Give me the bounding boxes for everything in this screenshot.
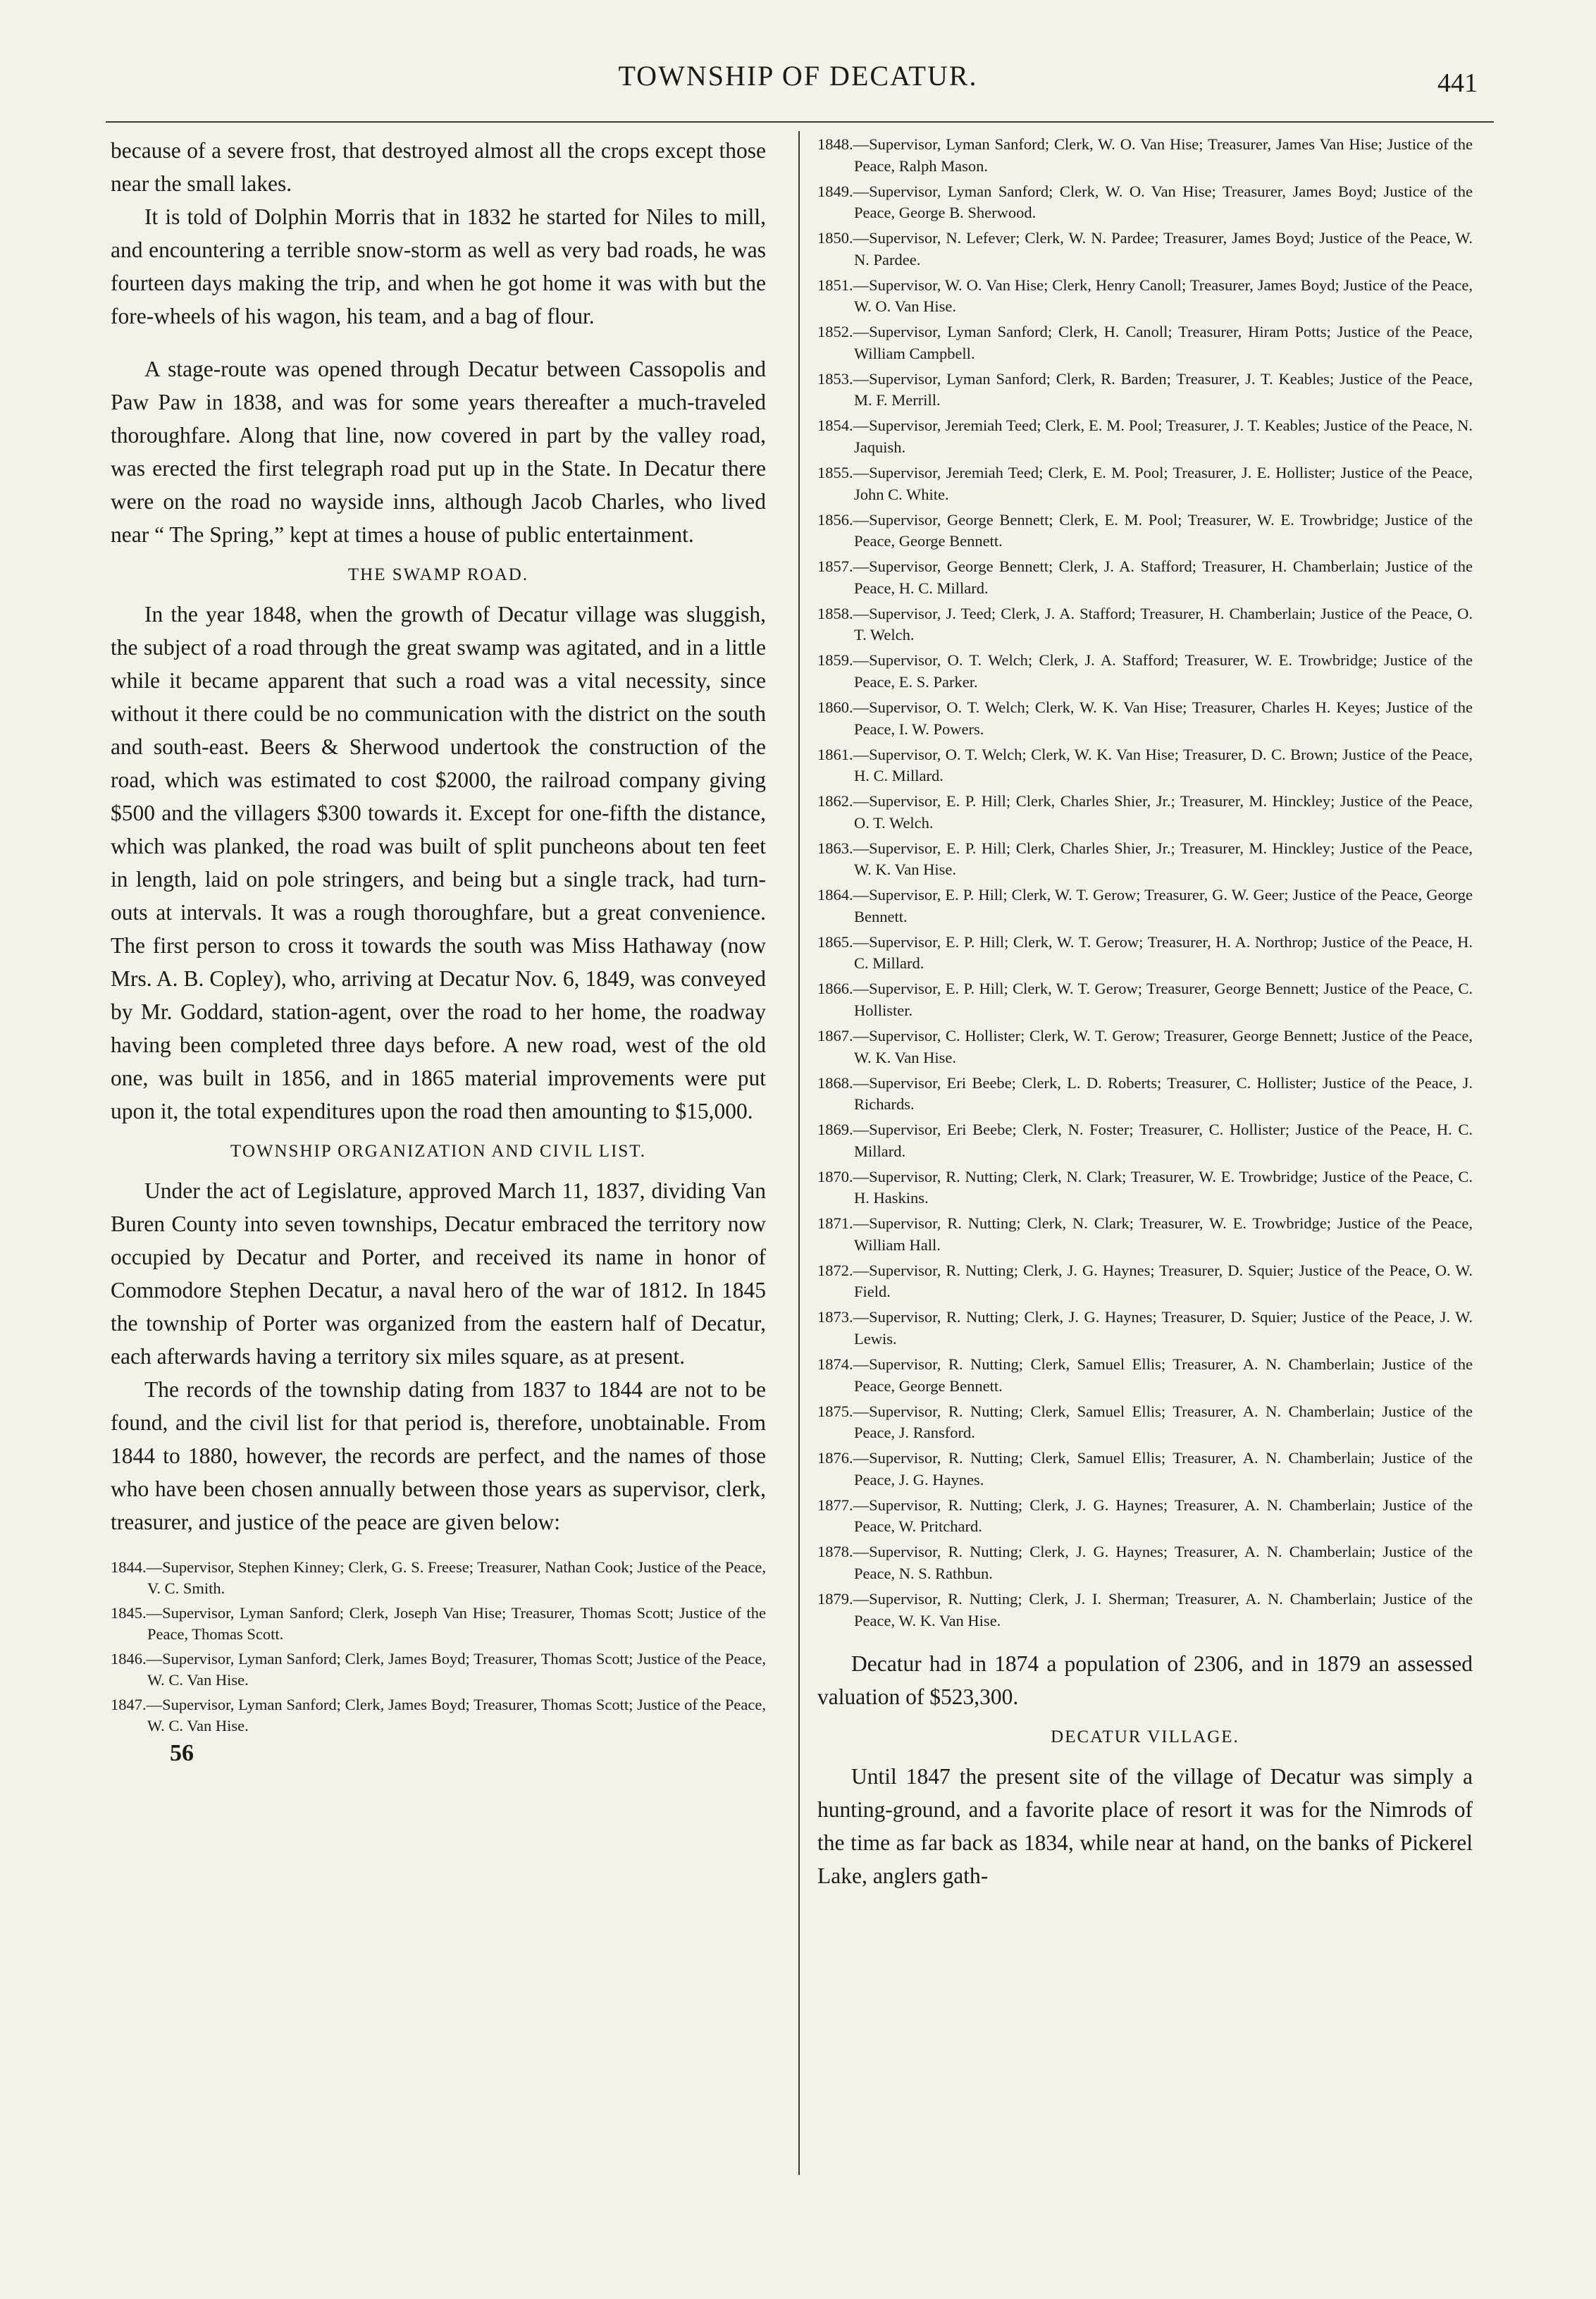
list-item: 1879.—Supervisor, R. Nutting; Clerk, J. I. Sherman; Treasurer, A. N. Chamberlain; Justice of the Peace, W. K. Van Hise. bbox=[817, 1589, 1473, 1629]
page-number: 441 bbox=[1437, 68, 1478, 98]
list-item: 1868.—Supervisor, Eri Beebe; Clerk, L. D. Roberts; Treasurer, C. Hollister; Justice of the Peace, J. Richards. bbox=[817, 1073, 1473, 1114]
paragraph-stage-route: A stage-route was opened through Decatur between Cassopolis and Paw Paw in 1838, and was for some years thereafter a much-traveled thoroughfare. Along that line, now covered in part by the valley road, was erected the first telegraph road put up in the State. In Decatur there were on the road no wayside inns, although Jacob Charles, who lived near “ The Spring,” kept at times a house of public entertainment. bbox=[111, 357, 766, 547]
heading-swamp-road: THE SWAMP ROAD. bbox=[347, 565, 529, 584]
list-item: 1857.—Supervisor, George Bennett; Clerk, J. A. Stafford; Treasurer, H. Chamberlain; Justice of the Peace, H. C. Millard. bbox=[817, 557, 1473, 597]
list-item: 1876.—Supervisor, R. Nutting; Clerk, Samuel Ellis; Treasurer, A. N. Chamberlain; Justice of the Peace, J. G. Haynes. bbox=[817, 1449, 1473, 1489]
list-item: 1849.—Supervisor, Lyman Sanford; Clerk, W. O. Van Hise; Treasurer, James Boyd; Justice of the Peace, George B. Sherwood. bbox=[817, 182, 1473, 222]
list-item: 1858.—Supervisor, J. Teed; Clerk, J. A. Stafford; Treasurer, H. Chamberlain; Justice of the Peace, O. T. Welch. bbox=[817, 604, 1473, 644]
right-column bbox=[817, 134, 1473, 1892]
list-item: 1863.—Supervisor, E. P. Hill; Clerk, Charles Shier, Jr.; Treasurer, M. Hinckley; Justice of the Peace, W. K. Van Hise. bbox=[817, 839, 1473, 879]
heading-township-organization: TOWNSHIP ORGANIZATION AND CIVIL LIST. bbox=[230, 1142, 646, 1161]
list-item: 1869.—Supervisor, Eri Beebe; Clerk, N. Foster; Treasurer, C. Hollister; Justice of the Peace, H. C. Millard. bbox=[817, 1121, 1473, 1160]
list-item: 1854.—Supervisor, Jeremiah Teed; Clerk, E. M. Pool; Treasurer, J. T. Keables; Justice of the Peace, N. Jaquish. bbox=[817, 417, 1473, 457]
paragraph-decatur-village: Until 1847 the present site of the village of Decatur was simply a hunting-ground, and a favorite place of resort it was for the Nimrods of the time as far back as 1834, while near at hand, on the banks of Pickerel Lake, anglers gath- bbox=[817, 1764, 1473, 1889]
running-title: TOWNSHIP OF DECATUR. bbox=[618, 60, 978, 92]
list-item: 1848.—Supervisor, Lyman Sanford; Clerk, W. O. Van Hise; Treasurer, James Van Hise; Justice of the Peace, Ralph Mason. bbox=[817, 135, 1473, 175]
list-item: 1856.—Supervisor, George Bennett; Clerk, E. M. Pool; Treasurer, W. E. Trowbridge; Justice of the Peace, George Bennett. bbox=[817, 510, 1473, 550]
list-item: 1844.—Supervisor, Stephen Kinney; Clerk, G. S. Freese; Treasurer, Nathan Cook; Justice of the Peace, V. C. Smith. bbox=[111, 1558, 766, 1597]
list-item: 1850.—Supervisor, N. Lefever; Clerk, W. N. Pardee; Treasurer, James Boyd; Justice of the Peace, W. N. Pardee. bbox=[817, 229, 1473, 269]
list-item: 1851.—Supervisor, W. O. Van Hise; Clerk, Henry Canoll; Treasurer, James Boyd; Justice of the Peace, W. O. Van Hise. bbox=[817, 276, 1473, 316]
list-item: 1875.—Supervisor, R. Nutting; Clerk, Samuel Ellis; Treasurer, A. N. Chamberlain; Justice of the Peace, J. Ransford. bbox=[817, 1402, 1473, 1442]
signature-mark: 56 bbox=[170, 1740, 194, 1766]
list-item: 1859.—Supervisor, O. T. Welch; Clerk, J. A. Stafford; Treasurer, W. E. Trowbridge; Justice of the Peace, E. S. Parker. bbox=[817, 651, 1473, 691]
paragraph-records: The records of the township dating from 1837 to 1844 are not to be found, and the civil list for that period is, therefore, unobtainable. From 1844 to 1880, however, the records are perfect, and the names of those who have been chosen annually between those years as supervisor, clerk, treasurer, and justice of the peace are given below: bbox=[111, 1377, 766, 1534]
civil-list-right bbox=[817, 134, 1473, 1632]
list-item: 1847.—Supervisor, Lyman Sanford; Clerk, James Boyd; Treasurer, Thomas Scott; Justice of the Peace, W. C. Van Hise. bbox=[111, 1696, 766, 1734]
header-rule bbox=[106, 121, 1494, 123]
list-item: 1864.—Supervisor, E. P. Hill; Clerk, W. T. Gerow; Treasurer, G. W. Geer; Justice of the Peace, George Bennett. bbox=[817, 886, 1473, 925]
list-item: 1845.—Supervisor, Lyman Sanford; Clerk, Joseph Van Hise; Treasurer, Thomas Scott; Justice of the Peace, Thomas Scott. bbox=[111, 1604, 766, 1643]
list-item: 1846.—Supervisor, Lyman Sanford; Clerk, James Boyd; Treasurer, Thomas Scott; Justice of the Peace, W. C. Van Hise. bbox=[111, 1650, 766, 1689]
population-block bbox=[817, 1647, 1473, 1713]
list-item: 1873.—Supervisor, R. Nutting; Clerk, J. G. Haynes; Treasurer, D. Squier; Justice of the Peace, J. W. Lewis. bbox=[817, 1308, 1473, 1348]
paragraph-legislature: Under the act of Legislature, approved March 11, 1837, dividing Van Buren County into seven townships, Decatur embraced the territory now occupied by Decatur and Porter, and received its name in honor of Commodore Stephen Decatur, a naval hero of the war of 1812. In 1845 the township of Porter was organized from the eastern half of Decatur, each afterwards having a territory six miles square, as at present. bbox=[111, 1178, 766, 1369]
paragraph-dolphin-morris: It is told of Dolphin Morris that in 1832 he started for Niles to mill, and encountering a terrible snow-storm as well as very bad roads, he was fourteen days making the trip, and when he got home it was with but the fore-wheels of his wagon, his team, and a bag of flour. bbox=[111, 204, 766, 328]
list-item: 1874.—Supervisor, R. Nutting; Clerk, Samuel Ellis; Treasurer, A. N. Chamberlain; Justice of the Peace, George Bennett. bbox=[817, 1355, 1473, 1395]
list-item: 1867.—Supervisor, C. Hollister; Clerk, W. T. Gerow; Treasurer, George Bennett; Justice of the Peace, W. K. Van Hise. bbox=[817, 1026, 1473, 1066]
list-item: 1870.—Supervisor, R. Nutting; Clerk, N. Clark; Treasurer, W. E. Trowbridge; Justice of the Peace, C. H. Haskins. bbox=[817, 1167, 1473, 1207]
paragraph-swamp-road: In the year 1848, when the growth of Decatur village was sluggish, the subject of a road through the great swamp was agitated, and in a little while it became apparent that such a road was a vital necessity, since without it there could be no communication with the district on the south and south-east. Beers & Sherwood undertook the construction of the road, which was estimated to cost $2000, the railroad company giving $500 and the villagers $300 towards it. Except for one-fifth the distance, which was planked, the road was built of split puncheons about ten feet in length, laid on pole stringers, and being but a single track, had turn-outs at intervals. It was a rough thoroughfare, but a great convenience. The first person to cross it towards the south was Miss Hathaway (now Mrs. A. B. Copley), who, arriving at Decatur Nov. 6, 1849, was conveyed by Mr. Goddard, station-agent, over the road to her home, the roadway having been completed three days before. A new road, west of the old one, was built in 1856, and in 1865 material improvements were put upon it, the total expenditures upon the road then amounting to $15,000. bbox=[111, 602, 766, 1123]
civil-list-left bbox=[111, 1557, 766, 1737]
list-item: 1872.—Supervisor, R. Nutting; Clerk, J. G. Haynes; Treasurer, D. Squier; Justice of the Peace, O. W. Field. bbox=[817, 1261, 1473, 1301]
list-item: 1853.—Supervisor, Lyman Sanford; Clerk, R. Barden; Treasurer, J. T. Keables; Justice of the Peace, M. F. Merrill. bbox=[817, 369, 1473, 409]
paragraph-frost: because of a severe frost, that destroyed almost all the crops except those near the small lakes. bbox=[111, 138, 766, 196]
list-item: 1861.—Supervisor, O. T. Welch; Clerk, W. K. Van Hise; Treasurer, D. C. Brown; Justice of the Peace, H. C. Millard. bbox=[817, 745, 1473, 785]
list-item: 1855.—Supervisor, Jeremiah Teed; Clerk, E. M. Pool; Treasurer, J. E. Hollister; Justice of the Peace, John C. White. bbox=[817, 464, 1473, 503]
left-column bbox=[111, 134, 766, 1767]
heading-decatur-village: DECATUR VILLAGE. bbox=[1051, 1727, 1239, 1747]
list-item: 1852.—Supervisor, Lyman Sanford; Clerk, H. Canoll; Treasurer, Hiram Potts; Justice of the Peace, William Campbell. bbox=[817, 323, 1473, 362]
column-divider bbox=[798, 131, 800, 2175]
list-item: 1871.—Supervisor, R. Nutting; Clerk, N. Clark; Treasurer, W. E. Trowbridge; Justice of the Peace, William Hall. bbox=[817, 1214, 1473, 1254]
list-item: 1865.—Supervisor, E. P. Hill; Clerk, W. T. Gerow; Treasurer, H. A. Northrop; Justice of the Peace, H. C. Millard. bbox=[817, 932, 1473, 973]
list-item: 1866.—Supervisor, E. P. Hill; Clerk, W. T. Gerow; Treasurer, George Bennett; Justice of the Peace, C. Hollister. bbox=[817, 980, 1473, 1019]
paragraph-population: Decatur had in 1874 a population of 2306, and in 1879 an assessed valuation of $523,300. bbox=[817, 1651, 1473, 1710]
list-item: 1878.—Supervisor, R. Nutting; Clerk, J. G. Haynes; Treasurer, A. N. Chamberlain; Justice of the Peace, N. S. Rathbun. bbox=[817, 1543, 1473, 1582]
list-item: 1860.—Supervisor, O. T. Welch; Clerk, W. K. Van Hise; Treasurer, Charles H. Keyes; Justice of the Peace, I. W. Powers. bbox=[817, 698, 1473, 738]
list-item: 1862.—Supervisor, E. P. Hill; Clerk, Charles Shier, Jr.; Treasurer, M. Hinckley; Justice of the Peace, O. T. Welch. bbox=[817, 792, 1473, 832]
list-item: 1877.—Supervisor, R. Nutting; Clerk, J. G. Haynes; Treasurer, A. N. Chamberlain; Justice of the Peace, W. Pritchard. bbox=[817, 1496, 1473, 1536]
